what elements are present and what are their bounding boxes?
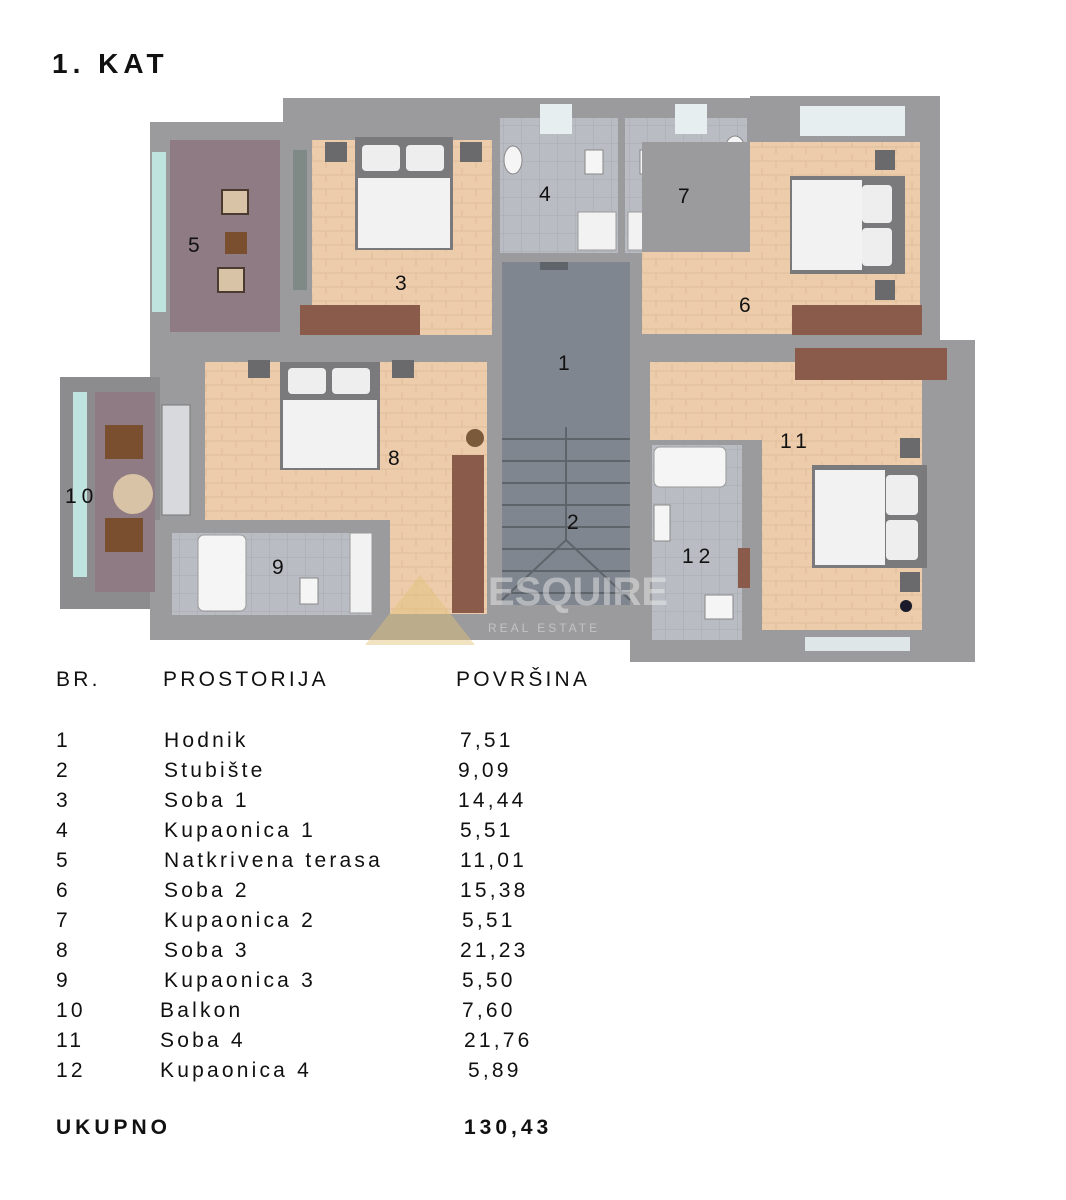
room-number-1: 1 <box>558 352 570 375</box>
header-area: POVRŠINA <box>456 668 591 691</box>
room-number-11: 11 <box>780 430 812 453</box>
row-room: Balkon <box>160 999 244 1022</box>
row-area: 9,09 <box>458 759 512 782</box>
row-room: Hodnik <box>164 729 249 752</box>
row-area: 7,60 <box>462 999 516 1022</box>
watermark-brand: ESQUIRE <box>488 570 669 614</box>
room-number-5: 5 <box>188 234 200 257</box>
row-area: 5,89 <box>468 1059 522 1082</box>
row-room: Kupaonica 1 <box>164 819 316 842</box>
row-room: Soba 3 <box>164 939 250 962</box>
row-number: 8 <box>56 939 71 962</box>
row-room: Natkrivena terasa <box>164 849 383 872</box>
room-number-4: 4 <box>539 183 551 206</box>
row-area: 21,76 <box>464 1029 533 1052</box>
room-number-7: 7 <box>678 185 690 208</box>
row-number: 3 <box>56 789 71 812</box>
header-number: BR. <box>56 668 101 691</box>
row-room: Soba 1 <box>164 789 250 812</box>
total-value: 130,43 <box>464 1116 553 1139</box>
row-number: 5 <box>56 849 71 872</box>
room-1-hallway <box>502 262 630 427</box>
row-number: 2 <box>56 759 71 782</box>
row-room: Stubište <box>164 759 266 782</box>
row-room: Kupaonica 2 <box>164 909 316 932</box>
row-number: 6 <box>56 879 71 902</box>
row-number: 11 <box>56 1029 85 1052</box>
row-area: 14,44 <box>458 789 527 812</box>
room-number-10: 10 <box>65 485 99 508</box>
header-room: PROSTORIJA <box>163 668 329 691</box>
row-area: 21,23 <box>460 939 529 962</box>
watermark-sub: REAL ESTATE <box>488 621 601 635</box>
row-number: 1 <box>56 729 71 752</box>
row-number: 4 <box>56 819 71 842</box>
row-number: 9 <box>56 969 71 992</box>
total-label: UKUPNO <box>56 1116 172 1139</box>
row-room: Kupaonica 4 <box>160 1059 312 1082</box>
room-number-2: 2 <box>567 511 579 534</box>
row-room: Soba 2 <box>164 879 250 902</box>
row-room: Kupaonica 3 <box>164 969 316 992</box>
row-area: 5,51 <box>460 819 514 842</box>
row-number: 12 <box>56 1059 86 1082</box>
row-area: 15,38 <box>460 879 529 902</box>
room-number-12: 12 <box>682 545 716 568</box>
row-room: Soba 4 <box>160 1029 246 1052</box>
row-area: 11,01 <box>460 849 527 872</box>
row-number: 10 <box>56 999 86 1022</box>
room-number-8: 8 <box>388 447 400 470</box>
room-number-3: 3 <box>395 272 407 295</box>
row-area: 7,51 <box>460 729 514 752</box>
room-number-9: 9 <box>272 556 284 579</box>
room-number-6: 6 <box>739 294 751 317</box>
row-area: 5,51 <box>462 909 516 932</box>
row-number: 7 <box>56 909 71 932</box>
page-title: 1. KAT <box>52 48 169 79</box>
row-area: 5,50 <box>462 969 516 992</box>
